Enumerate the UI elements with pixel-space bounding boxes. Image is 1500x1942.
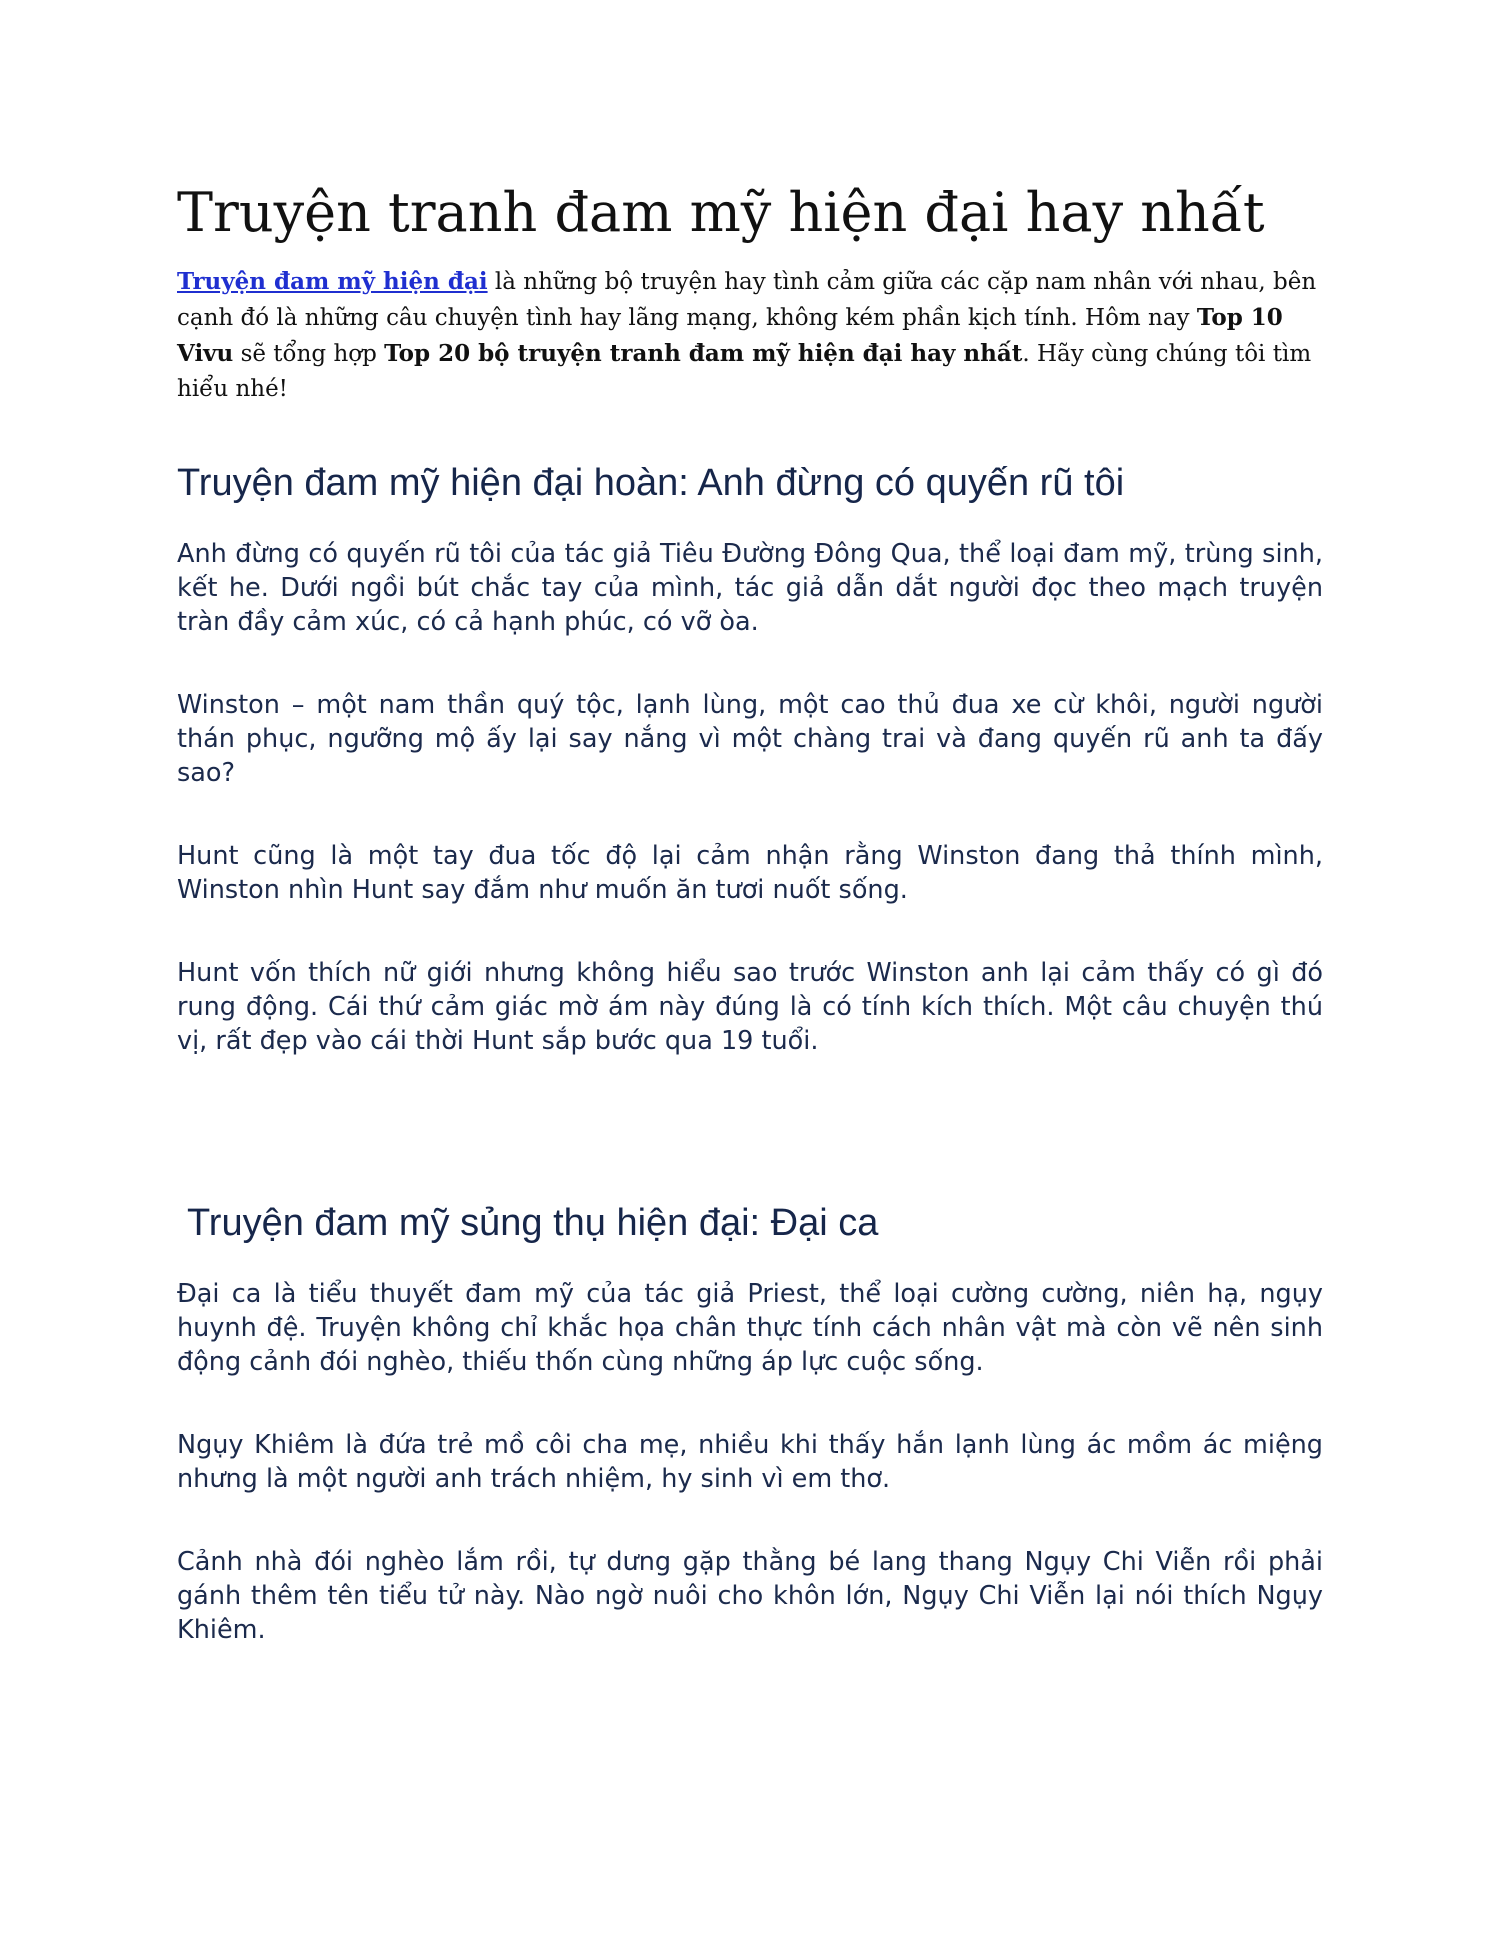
- intro-text-2: sẽ tổng hợp: [233, 341, 385, 367]
- intro-bold-site: Top 10 Vivu: [177, 304, 1283, 367]
- section-2-paragraph-1: Đại ca là tiểu thuyết đam mỹ của tác giả Priest, thể loại cường cường, niên hạ, ngụy huynh đệ. Truyện không chỉ khắc họa chân thực tính cách nhân vật mà còn vẽ nên sinh động cảnh đói nghèo, thiếu thốn cùng những áp lực cuộc sống.: [177, 1279, 1323, 1377]
- section-2-paragraph-3: Cảnh nhà đói nghèo lắm rồi, tự dưng gặp thằng bé lang thang Ngụy Chi Viễn rồi phải gánh thêm tên tiểu tử này. Nào ngờ nuôi cho khôn lớn, Ngụy Chi Viễn lại nói thích Ngụy Khiêm.: [177, 1547, 1323, 1645]
- section-2-paragraph-2: Ngụy Khiêm là đứa trẻ mồ côi cha mẹ, nhiều khi thấy hắn lạnh lùng ác mồm ác miệng nhưng là một người anh trách nhiệm, hy sinh vì em thơ.: [177, 1430, 1323, 1494]
- section-1-paragraph-4: Hunt vốn thích nữ giới nhưng không hiểu sao trước Winston anh lại cảm thấy có gì đó rung động. Cái thứ cảm giác mờ ám này đúng là có tính kích thích. Một câu chuyện thú vị, rất đẹp vào cái thời Hunt sắp bước qua 19 tuổi.: [177, 958, 1323, 1056]
- section-1-paragraph-2: Winston – một nam thần quý tộc, lạnh lùng, một cao thủ đua xe cừ khôi, người người thán phục, ngưỡng mộ ấy lại say nắng vì một chàng trai và đang quyến rũ anh ta đấy sao?: [177, 690, 1323, 788]
- intro-bold-topic: Top 20 bộ truyện tranh đam mỹ hiện đại hay nhất: [384, 340, 1023, 367]
- section-1-paragraph-3: Hunt cũng là một tay đua tốc độ lại cảm nhận rằng Winston đang thả thính mình, Winston nhìn Hunt say đắm như muốn ăn tươi nuốt sống.: [177, 841, 1323, 905]
- section-heading-1: Truyện đam mỹ hiện đại hoàn: Anh đừng có quyến rũ tôi: [177, 462, 1125, 504]
- intro-text-3: . Hãy cùng chúng tôi tìm hiểu nhé!: [177, 341, 1312, 402]
- page-title: Truyện tranh đam mỹ hiện đại hay nhất: [177, 181, 1265, 244]
- intro-text-1: là những bộ truyện hay tình cảm giữa các cặp nam nhân với nhau, bên cạnh đó là những câu chuyện tình hay lãng mạng, không kém phần kịch tính. Hôm nay: [177, 269, 1317, 331]
- section-heading-2: Truyện đam mỹ sủng thụ hiện đại: Đại ca: [187, 1202, 879, 1244]
- intro-link[interactable]: Truyện đam mỹ hiện đại: [177, 268, 488, 295]
- intro-paragraph: [177, 264, 1327, 407]
- section-1-paragraph-1: Anh đừng có quyến rũ tôi của tác giả Tiêu Đường Đông Qua, thể loại đam mỹ, trùng sinh, kết he. Dưới ngồi bút chắc tay của mình, tác giả dẫn dắt người đọc theo mạch truyện tràn đầy cảm xúc, có cả hạnh phúc, có vỡ òa.: [177, 539, 1323, 637]
